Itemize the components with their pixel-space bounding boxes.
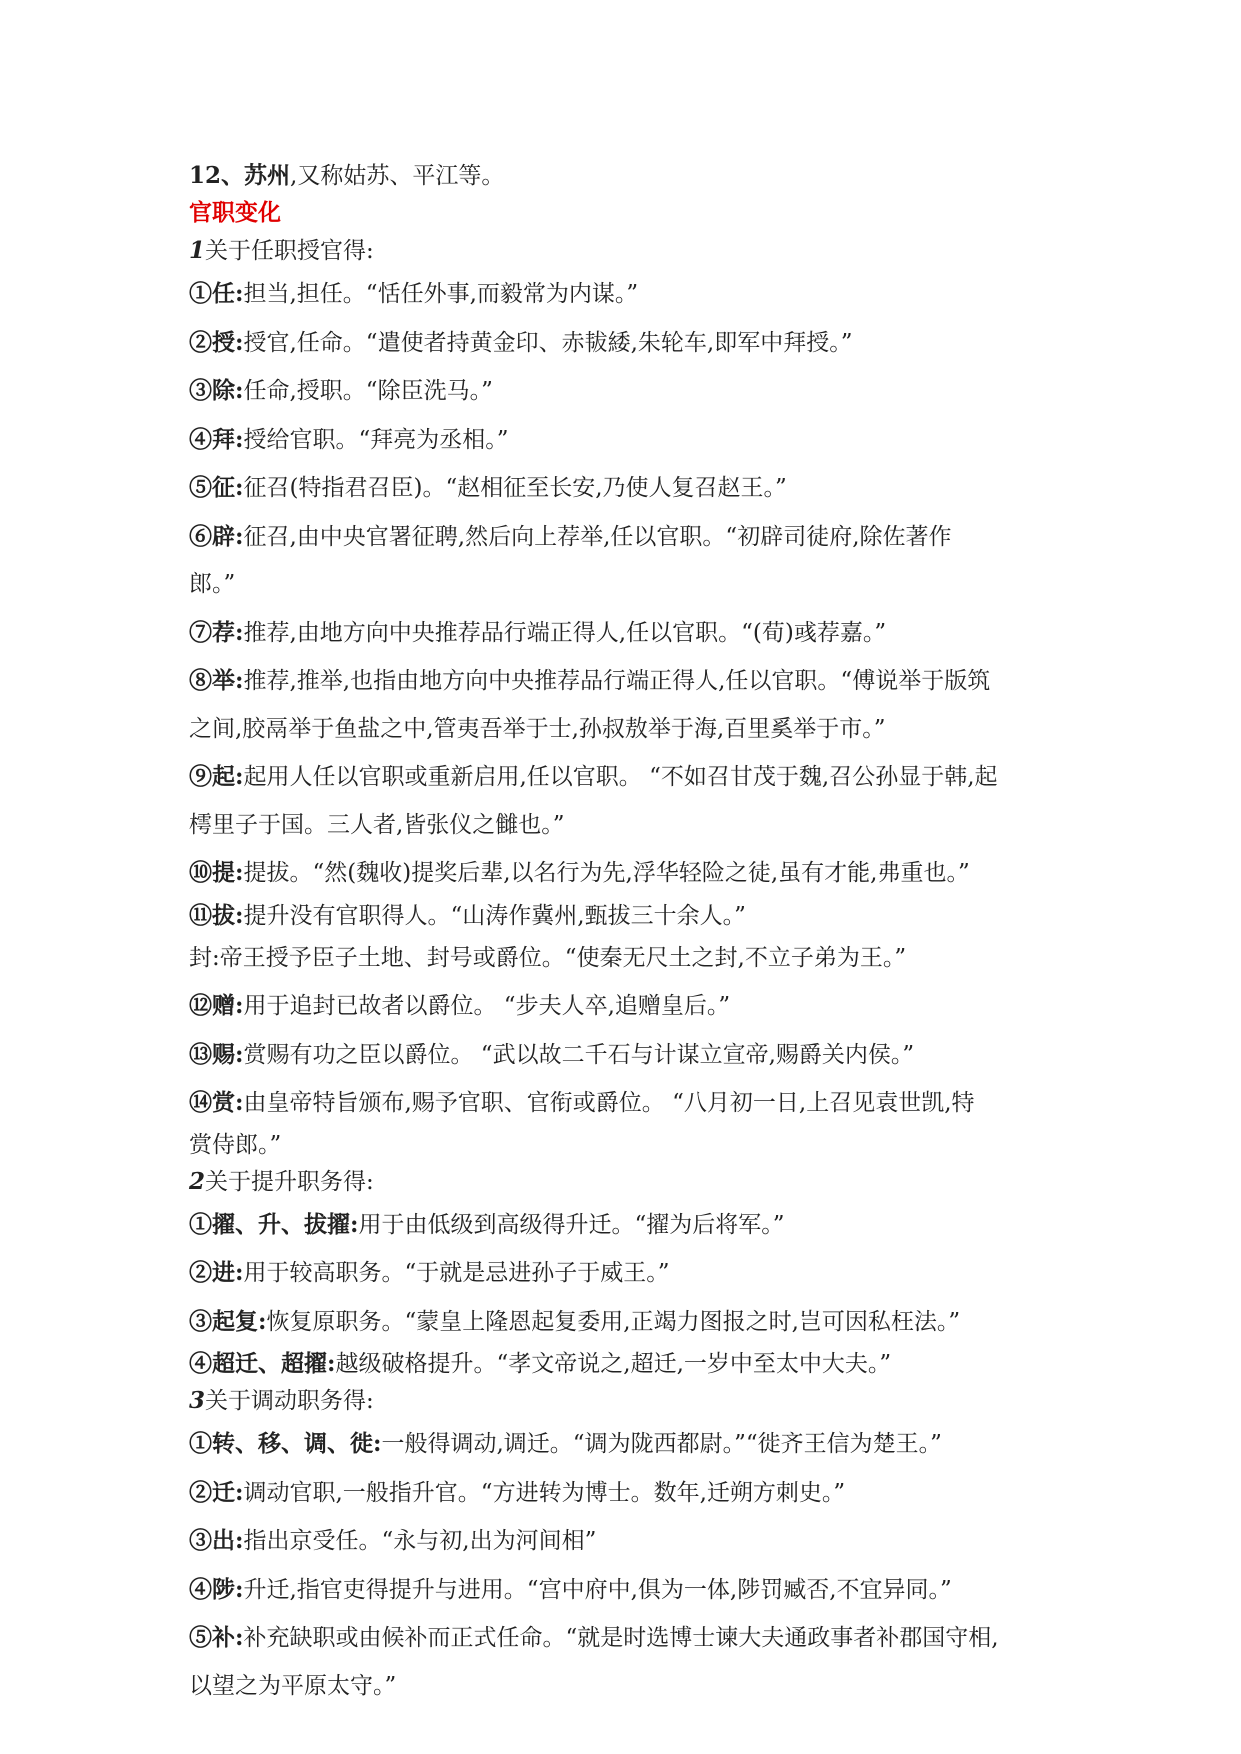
entry-term: ⑬赐: bbox=[189, 1040, 244, 1068]
intro-lead: 12、苏州 bbox=[189, 162, 291, 189]
entry-term: ③出: bbox=[189, 1527, 244, 1554]
entry-term: ⑨起: bbox=[189, 763, 244, 790]
entry-continuation: 之间,胶鬲举于鱼盐之中,管夷吾举于士,孙叔敖举于海,百里奚举于市。” bbox=[189, 715, 886, 742]
entry-line bbox=[189, 982, 1069, 1031]
entry-term: ②授: bbox=[189, 328, 244, 356]
entry-term: ①擢、升、拔擢: bbox=[189, 1210, 359, 1238]
entry-line bbox=[189, 1469, 1069, 1518]
entry-term: ②进: bbox=[189, 1259, 244, 1286]
entry-line bbox=[189, 464, 1069, 513]
entry-line bbox=[189, 657, 1069, 706]
entry-text: 推荐,推举,也指由地方向中央推荐品行端正得人,任以官职。“傅说举于版筑 bbox=[243, 668, 991, 694]
entry-line bbox=[189, 367, 1069, 416]
entry-line bbox=[189, 1201, 1069, 1250]
entry-text: 征召(特指君召臣)。“赵相征至长安,乃使人复召赵王。” bbox=[243, 475, 787, 501]
subsection-number: 3 bbox=[189, 1387, 206, 1414]
entry-text: 征召,由中央官署征聘,然后向上荐举,任以官职。“初辟司徒府,除佐著作 bbox=[243, 523, 952, 550]
entry-line bbox=[189, 898, 1069, 934]
entry-term: ⑩提: bbox=[189, 859, 244, 886]
entry-line bbox=[189, 849, 1069, 898]
entry-text: 越级破格提升。“孝文帝说之,超迁,一岁中至太中大夫。” bbox=[335, 1351, 892, 1377]
intro-rest: ,又称姑苏、平江等。 bbox=[290, 163, 505, 189]
entry-line bbox=[189, 753, 1069, 802]
entry-text: 任命,授职。“除臣洗马。” bbox=[243, 378, 493, 404]
subsection-label: 关于调动职务得: bbox=[205, 1388, 374, 1414]
entry-text: 恢复原职务。“蒙皇上隆恩起复委用,正竭力图报之时,岂可因私枉法。” bbox=[266, 1308, 961, 1335]
entry-term: ⑦荐: bbox=[189, 618, 244, 646]
entry-term: ③除: bbox=[189, 377, 244, 404]
entry-line bbox=[189, 1566, 1069, 1615]
entry-continuation: 赏侍郎。” bbox=[189, 1131, 282, 1158]
entry-term: ④拜: bbox=[189, 425, 244, 453]
subsection-title-1 bbox=[189, 232, 1069, 270]
entry-text: 用于较高职务。“于就是忌进孙子于威王。” bbox=[243, 1260, 670, 1286]
entry-term: ②迁: bbox=[189, 1478, 244, 1506]
entry-term: ⑪拔: bbox=[189, 901, 244, 929]
subsection-label: 关于提升职务得: bbox=[205, 1168, 374, 1195]
entry-line bbox=[189, 1614, 1069, 1663]
entry-line bbox=[189, 1249, 1069, 1298]
entry-continuation: 樗里子于国。三人者,皆张仪之雠也。” bbox=[189, 811, 565, 838]
entry-text: 调动官职,一般指升官。“方进转为博士。数年,迁朔方刺史。” bbox=[243, 1479, 846, 1506]
entry-line bbox=[189, 319, 1069, 368]
entry-text: 封:帝王授予臣子土地、封号或爵位。“使秦无尺土之封,不立子弟为王。” bbox=[189, 944, 907, 971]
section-heading: 官职变化 bbox=[189, 199, 281, 226]
entry-term: ⑧举: bbox=[189, 667, 244, 694]
entry-term: ⑤补: bbox=[189, 1624, 244, 1651]
entry-term: ⑤征: bbox=[189, 474, 244, 501]
entry-term: ①转、移、调、徙: bbox=[189, 1430, 382, 1457]
entry-line bbox=[189, 1346, 1069, 1382]
entry-text: 用于由低级到高级得升迁。“擢为后将军。” bbox=[358, 1211, 785, 1238]
entry-line bbox=[189, 1298, 1069, 1347]
entry-text: 推荐,由地方向中央推荐品行端正得人,任以官职。“(荀)彧荐嘉。” bbox=[243, 619, 887, 646]
entry-text: 用于追封已故者以爵位。 “步夫人卒,追赠皇后。” bbox=[243, 993, 731, 1019]
entry-text: 授给官职。“拜亮为丞相。” bbox=[243, 426, 509, 453]
entry-line bbox=[189, 513, 1069, 562]
entry-line bbox=[189, 416, 1069, 465]
subsection-label: 关于任职授官得: bbox=[205, 238, 374, 264]
entry-text: 赏赐有功之臣以爵位。 “武以故二千石与计谋立宣帝,赐爵关内侯。” bbox=[243, 1041, 915, 1068]
entry-text: 提升没有官职得人。“山涛作冀州,甄拔三十余人。” bbox=[243, 902, 746, 929]
entry-term: ⑫赠: bbox=[189, 992, 244, 1019]
entry-term: ①任: bbox=[189, 280, 244, 307]
entry-line bbox=[189, 1031, 1069, 1080]
subsection-title-3 bbox=[189, 1382, 1069, 1420]
entry-text: 一般得调动,调迁。“调为陇西都尉。”“徙齐王信为楚王。” bbox=[381, 1431, 942, 1457]
entry-line bbox=[189, 1517, 1069, 1566]
entry-line bbox=[189, 1420, 1069, 1469]
entry-line bbox=[189, 609, 1069, 658]
entry-line bbox=[189, 1079, 1069, 1128]
entry-text: 升迁,指官吏得提升与进用。“宫中府中,俱为一体,陟罚臧否,不宜异同。” bbox=[243, 1576, 952, 1603]
entry-text: 指出京受任。“永与初,出为河间相” bbox=[243, 1528, 597, 1554]
subsection-number: 2 bbox=[189, 1167, 206, 1195]
entry-line bbox=[189, 934, 1069, 983]
subsection-title-2 bbox=[189, 1163, 1069, 1201]
entry-text: 补充缺职或由候补而正式任命。“就是时选博士谏大夫通政事者补郡国守相, bbox=[243, 1625, 999, 1651]
entry-text: 授官,任命。“遣使者持黄金印、赤韨緌,朱轮车,即军中拜授。” bbox=[243, 329, 853, 356]
entry-text: 提拔。“然(魏收)提奖后辈,以名行为先,浮华轻险之徒,虽有才能,弗重也。” bbox=[243, 860, 970, 886]
document-page bbox=[189, 158, 1069, 1710]
entry-line bbox=[189, 270, 1069, 319]
entry-term: ⑥辟: bbox=[189, 522, 244, 550]
entry-term: ⑭赏: bbox=[189, 1089, 244, 1116]
entry-continuation: 以望之为平原太守。” bbox=[189, 1672, 397, 1699]
entry-text: 起用人任以官职或重新启用,任以官职。 “不如召甘茂于魏,召公孙显于韩,起 bbox=[243, 764, 998, 790]
entry-term: ④超迁、超擢: bbox=[189, 1350, 336, 1377]
entry-continuation: 郎。” bbox=[189, 571, 236, 597]
entry-term: ④陟: bbox=[189, 1575, 244, 1603]
intro-line bbox=[189, 158, 1069, 194]
entry-text: 由皇帝特旨颁布,赐予官职、官衔或爵位。 “八月初一日,上召见袁世凯,特 bbox=[243, 1090, 975, 1116]
entry-term: ③起复: bbox=[189, 1307, 267, 1335]
subsection-number: 1 bbox=[189, 237, 206, 264]
entry-text: 担当,担任。“恬任外事,而毅常为内谋。” bbox=[243, 281, 639, 307]
